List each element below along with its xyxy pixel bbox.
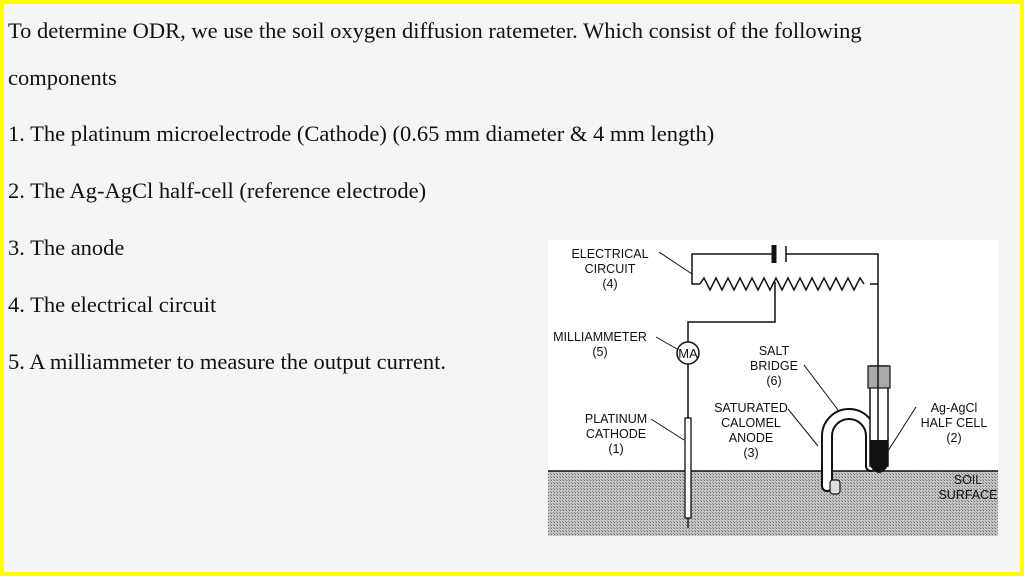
svg-text:SATURATED: SATURATED (714, 401, 788, 415)
slide (4, 4, 1020, 572)
label-electrical-circuit (571, 247, 648, 291)
svg-text:ANODE: ANODE (728, 431, 774, 445)
svg-text:SURFACE: SURFACE (938, 488, 998, 502)
svg-text:(3): (3) (743, 446, 759, 460)
anode-tip (830, 480, 840, 494)
intro-line-1: To determine ODR, we use the soil oxygen diffusion ratemeter. Which consist of the following (8, 18, 862, 43)
list-item: 5. A milliammeter to measure the output current. (8, 349, 447, 374)
circuit-wires (688, 254, 878, 418)
intro-line-2: components (8, 65, 117, 90)
svg-text:MILLIAMMETER: MILLIAMMETER (553, 330, 647, 344)
svg-text:CALOMEL: CALOMEL (721, 416, 781, 430)
meter-symbol: MA (678, 346, 698, 361)
svg-text:CIRCUIT: CIRCUIT (584, 262, 636, 276)
odr-meter-diagram (548, 240, 998, 536)
svg-text:(2): (2) (946, 431, 962, 445)
cathode-electrode (685, 418, 691, 518)
label-salt-bridge (750, 344, 798, 388)
svg-text:(4): (4) (602, 277, 618, 291)
list-item: 4. The electrical circuit (8, 292, 217, 317)
svg-text:CATHODE: CATHODE (585, 427, 647, 441)
svg-text:(6): (6) (766, 374, 782, 388)
label-milliammeter (553, 330, 647, 359)
label-half-cell (921, 401, 988, 445)
svg-text:BRIDGE: BRIDGE (750, 359, 798, 373)
list-item: 2. The Ag-AgCl half-cell (reference electrode) (8, 178, 427, 203)
svg-text:SALT: SALT (758, 344, 790, 358)
list-item: 1. The platinum microelectrode (Cathode) (0.65 mm diameter & 4 mm length) (8, 121, 715, 146)
svg-text:(1): (1) (608, 442, 624, 456)
label-anode (714, 401, 788, 460)
resistor (700, 278, 864, 290)
svg-text:Ag-AgCl: Ag-AgCl (930, 401, 978, 415)
svg-text:ELECTRICAL: ELECTRICAL (571, 247, 649, 261)
svg-text:PLATINUM: PLATINUM (584, 412, 648, 426)
svg-text:SOIL: SOIL (953, 473, 983, 487)
label-cathode (585, 412, 647, 456)
svg-text:HALF CELL: HALF CELL (920, 416, 988, 430)
list-item: 3. The anode (8, 235, 125, 260)
soil-region (548, 471, 998, 536)
svg-text:(5): (5) (592, 345, 608, 359)
